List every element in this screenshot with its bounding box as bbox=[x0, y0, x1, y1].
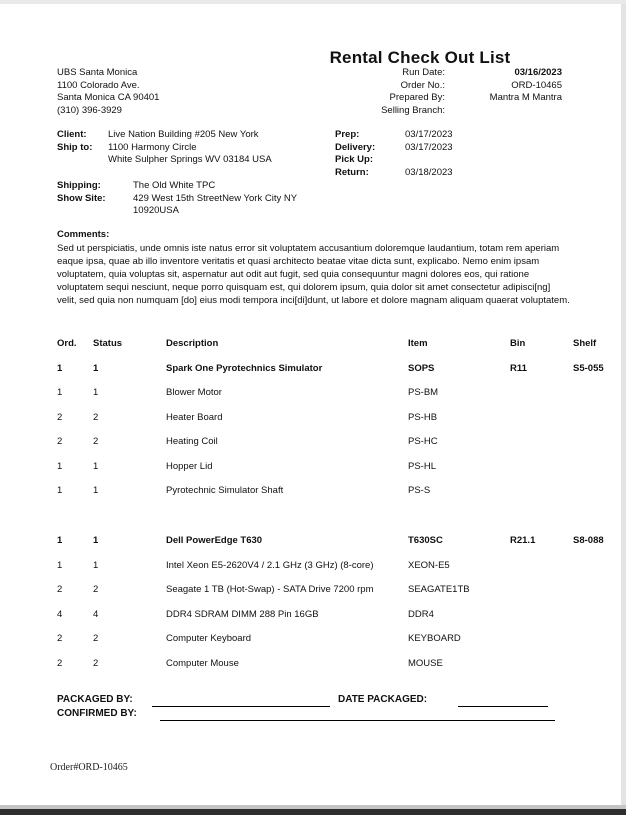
cell-description: Intel Xeon E5-2620V4 / 2.1 GHz (3 GHz) (8-core) bbox=[166, 559, 374, 571]
client-label: Client: bbox=[57, 129, 87, 140]
ship-to-label: Ship to: bbox=[57, 141, 93, 153]
cell-ord: 1 bbox=[57, 362, 63, 374]
cell-bin: R21.1 bbox=[510, 535, 536, 546]
item-group bbox=[57, 534, 619, 670]
header-bin: Bin bbox=[510, 338, 526, 349]
footer-order-number: Order#ORD-10465 bbox=[50, 762, 128, 773]
cell-item: KEYBOARD bbox=[408, 633, 461, 644]
delivery-value: 03/17/2023 bbox=[405, 141, 453, 153]
cell-status: 2 bbox=[93, 584, 99, 595]
item-group bbox=[57, 362, 619, 498]
cell-description: Seagate 1 TB (Hot-Swap) - SATA Drive 7200 rpm bbox=[166, 584, 374, 595]
cell-shelf bbox=[573, 583, 619, 596]
order-no-label: Order No.: bbox=[400, 79, 445, 91]
cell-shelf bbox=[573, 559, 619, 572]
cell-bin bbox=[510, 657, 573, 670]
cell-shelf bbox=[573, 632, 619, 645]
comments-label: Comments: bbox=[57, 229, 110, 240]
branch-address-block bbox=[57, 67, 159, 118]
table-row bbox=[57, 386, 619, 399]
schedule-values bbox=[405, 129, 453, 180]
cell-item: SOPS bbox=[408, 362, 435, 374]
cell-ord: 1 bbox=[57, 559, 63, 571]
table-row bbox=[57, 632, 619, 645]
cell-bin bbox=[510, 435, 573, 448]
cell-bin bbox=[510, 559, 573, 572]
cell-shelf: S5-055 bbox=[573, 362, 604, 374]
cell-item: T630SC bbox=[408, 535, 443, 546]
cell-item: XEON-E5 bbox=[408, 559, 450, 571]
cell-status: 2 bbox=[93, 411, 99, 423]
cell-shelf bbox=[573, 460, 619, 473]
cell-status: 1 bbox=[93, 559, 99, 571]
return-label: Return: bbox=[335, 167, 369, 179]
selling-branch-value bbox=[430, 105, 562, 118]
cell-status: 1 bbox=[93, 362, 99, 374]
order-no-value: ORD-10465 bbox=[511, 79, 562, 91]
cell-item: SEAGATE1TB bbox=[408, 584, 470, 595]
shipping-label: Shipping: bbox=[57, 180, 101, 191]
cell-ord: 2 bbox=[57, 436, 63, 447]
order-info-values bbox=[430, 67, 562, 117]
cell-bin bbox=[510, 484, 573, 497]
cell-ord: 2 bbox=[57, 411, 63, 423]
order-info-labels bbox=[330, 67, 445, 117]
cell-description: Pyrotechnic Simulator Shaft bbox=[166, 485, 284, 496]
prep-value: 03/17/2023 bbox=[405, 129, 453, 140]
cell-shelf bbox=[573, 386, 619, 399]
cell-status: 4 bbox=[93, 608, 99, 620]
cell-status: 2 bbox=[93, 657, 99, 669]
ship-to-line1: 1100 Harmony Circle bbox=[108, 141, 197, 153]
cell-ord: 2 bbox=[57, 633, 63, 644]
return-value: 03/18/2023 bbox=[405, 167, 453, 179]
table-row bbox=[57, 411, 619, 424]
group-header-row bbox=[57, 534, 619, 547]
cell-status: 2 bbox=[93, 436, 99, 447]
cell-description: Heating Coil bbox=[166, 436, 218, 447]
cell-shelf bbox=[573, 608, 619, 621]
shipping-value: The Old White TPC bbox=[133, 180, 216, 191]
viewer-bottom-bar bbox=[0, 809, 626, 815]
header-status: Status bbox=[93, 338, 123, 349]
branch-address2: Santa Monica CA 90401 bbox=[57, 92, 160, 104]
cell-item: PS-HL bbox=[408, 460, 436, 472]
show-site-label: Show Site: bbox=[57, 192, 106, 204]
date-packaged-line bbox=[458, 706, 548, 707]
cell-bin bbox=[510, 608, 573, 621]
table-row bbox=[57, 559, 619, 572]
header-description: Description bbox=[166, 338, 219, 349]
cell-bin bbox=[510, 386, 573, 399]
cell-ord: 2 bbox=[57, 584, 63, 595]
cell-shelf bbox=[573, 411, 619, 424]
cell-item: PS-S bbox=[408, 485, 431, 496]
cell-status: 2 bbox=[93, 633, 99, 644]
branch-phone: (310) 396-3929 bbox=[57, 105, 122, 117]
cell-shelf: S8-088 bbox=[573, 535, 604, 546]
group-header-row bbox=[57, 362, 619, 375]
branch-name: UBS Santa Monica bbox=[57, 67, 138, 78]
confirmed-by-signature-line bbox=[160, 720, 555, 721]
cell-bin bbox=[510, 460, 573, 473]
cell-ord: 2 bbox=[57, 657, 63, 669]
pickup-label: Pick Up: bbox=[335, 154, 374, 166]
cell-shelf bbox=[573, 484, 619, 497]
comments-text: Sed ut perspiciatis, unde omnis iste natus error sit voluptatem accusantium doloremque laudantium, totam rem aperiam eaque ipsa, quae ab illo inventore veritatis et quasi architecto beatae vitae dicta sunt, explicabo. Nemo enim ipsam voluptatem, quia voluptas sit, aspernatur aut odit aut fugit, sed quia consequuntur magni dolores eos, qui ratione voluptatem sequi nesciunt, neque porro quisquam est, qui dolorem ipsum, quia dolor sit amet consectetur adipisci[ng] velit, sed quia non numquam [do] eius modi tempora inci[di]dunt, ut labore et dolore magnam aliquam quaerat voluptatem. bbox=[57, 243, 570, 306]
table-row bbox=[57, 460, 619, 473]
cell-status: 1 bbox=[93, 535, 99, 546]
cell-item: PS-HC bbox=[408, 436, 438, 447]
table-header-row bbox=[57, 337, 619, 350]
cell-ord: 1 bbox=[57, 485, 63, 496]
packaged-by-signature-line bbox=[152, 706, 330, 707]
selling-branch-label: Selling Branch: bbox=[381, 104, 445, 116]
packaged-by-label: PACKAGED BY: bbox=[57, 694, 133, 705]
cell-status: 1 bbox=[93, 460, 99, 472]
header-item: Item bbox=[408, 338, 428, 349]
table-row bbox=[57, 484, 619, 497]
table-row bbox=[57, 435, 619, 448]
cell-description: Computer Keyboard bbox=[166, 633, 252, 644]
show-site-line1: 429 West 15th StreetNew York City NY bbox=[133, 192, 298, 204]
prepared-by-value: Mantra M Mantra bbox=[489, 92, 562, 103]
run-date-label: Run Date: bbox=[402, 67, 445, 78]
branch-address1: 1100 Colorado Ave. bbox=[57, 79, 140, 91]
run-date-value: 03/16/2023 bbox=[514, 67, 562, 78]
cell-ord: 1 bbox=[57, 387, 63, 398]
prep-label: Prep: bbox=[335, 129, 360, 140]
cell-description: DDR4 SDRAM DIMM 288 Pin 16GB bbox=[166, 608, 319, 620]
table-row bbox=[57, 657, 619, 670]
header-ord: Ord. bbox=[57, 338, 77, 349]
ship-to-line2: White Sulpher Springs WV 03184 USA bbox=[108, 154, 272, 166]
confirmed-by-label: CONFIRMED BY: bbox=[57, 708, 137, 719]
cell-description: Hopper Lid bbox=[166, 460, 213, 472]
cell-item: MOUSE bbox=[408, 657, 443, 669]
cell-item: PS-HB bbox=[408, 411, 438, 423]
cell-status: 1 bbox=[93, 387, 99, 398]
cell-ord: 4 bbox=[57, 608, 63, 620]
cell-ord: 1 bbox=[57, 535, 63, 546]
table-row bbox=[57, 583, 619, 596]
cell-bin bbox=[510, 411, 573, 424]
cell-description: Heater Board bbox=[166, 411, 223, 423]
pickup-value bbox=[405, 154, 453, 167]
cell-ord: 1 bbox=[57, 460, 63, 472]
page-title: Rental Check Out List bbox=[329, 48, 511, 67]
cell-description: Spark One Pyrotechnics Simulator bbox=[166, 362, 323, 374]
cell-status: 1 bbox=[93, 485, 99, 496]
cell-bin: R11 bbox=[510, 362, 527, 374]
cell-shelf bbox=[573, 435, 619, 448]
cell-shelf bbox=[573, 657, 619, 670]
prepared-by-label: Prepared By: bbox=[389, 92, 445, 103]
schedule-labels bbox=[335, 129, 375, 180]
cell-item: PS-BM bbox=[408, 387, 439, 398]
cell-bin bbox=[510, 583, 573, 596]
header-shelf: Shelf bbox=[573, 338, 597, 349]
cell-description: Dell PowerEdge T630 bbox=[166, 535, 263, 546]
client-value: Live Nation Building #205 New York bbox=[108, 129, 259, 140]
cell-bin bbox=[510, 632, 573, 645]
cell-item: DDR4 bbox=[408, 608, 434, 620]
show-site-line2: 10920USA bbox=[133, 205, 179, 217]
page-edge-top bbox=[0, 0, 626, 4]
date-packaged-label: DATE PACKAGED: bbox=[338, 694, 428, 705]
delivery-label: Delivery: bbox=[335, 141, 376, 153]
page-edge-right bbox=[621, 4, 626, 805]
cell-description: Computer Mouse bbox=[166, 657, 239, 669]
items-table bbox=[57, 337, 619, 670]
cell-description: Blower Motor bbox=[166, 387, 222, 398]
table-row bbox=[57, 608, 619, 621]
